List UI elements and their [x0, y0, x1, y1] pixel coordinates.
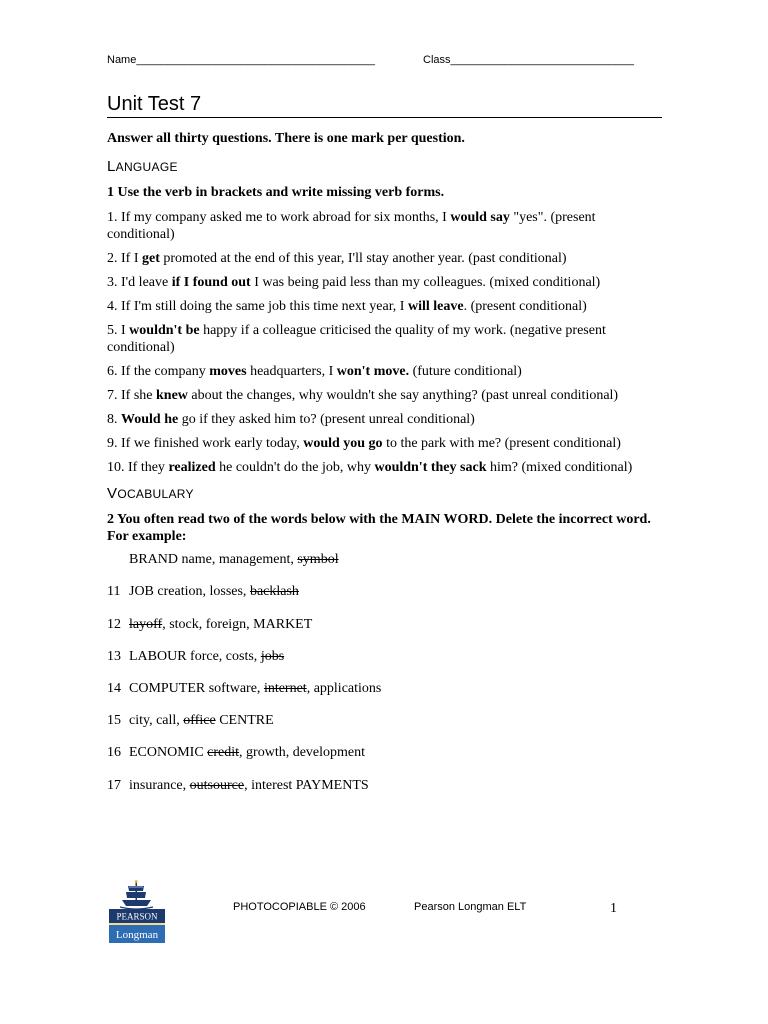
- svg-text:PEARSON: PEARSON: [116, 911, 158, 922]
- vocabulary-heading: VOCABULARY: [107, 485, 194, 502]
- copyright-notice: PHOTOCOPIABLE © 2006: [233, 901, 366, 913]
- language-heading: LANGUAGE: [107, 158, 178, 175]
- vocabulary-task: 2 You often read two of the words below with the MAIN WORD. Delete the incorrect word.: [107, 512, 651, 527]
- question-7: 7. If she knew about the changes, why wouldn't she say anything? (past unreal conditional): [107, 388, 619, 403]
- question-10: 10. If they realized he couldn't do the job, why wouldn't they sack him? (mixed conditional): [107, 460, 633, 475]
- class-field-label: Class______________________________: [423, 54, 635, 66]
- question-9: 9. If we finished work early today, would you go to the park with me? (present conditional): [107, 436, 621, 451]
- question-3: 3. I'd leave if I found out I was being paid less than my colleagues. (mixed conditional): [107, 275, 601, 290]
- page-title: Unit Test 7: [107, 92, 662, 118]
- instructions: Answer all thirty questions. There is one mark per question.: [107, 131, 465, 146]
- ship-icon: [109, 880, 165, 943]
- pearson-longman-logo: [109, 880, 165, 943]
- vocab-item-15: city, call, office CENTRE: [129, 713, 274, 728]
- name-field-label: Name_______________________________________: [107, 54, 375, 66]
- vocab-number-14: 14: [107, 681, 121, 696]
- question-6: 6. If the company moves headquarters, I won't move. (future conditional): [107, 364, 522, 379]
- vocab-number-12: 12: [107, 617, 121, 632]
- publisher-name: Pearson Longman ELT: [414, 901, 527, 913]
- svg-text:Longman: Longman: [115, 929, 159, 941]
- vocab-item-12: layoff, stock, foreign, MARKET: [129, 617, 313, 632]
- question-1: 1. If my company asked me to work abroad for six months, I would say "yes". (present conditional): [107, 210, 596, 242]
- vocab-number-11: 11: [107, 584, 121, 599]
- vocab-number-17: 17: [107, 778, 121, 793]
- vocab-number-16: 16: [107, 745, 121, 760]
- question-8: 8. Would he go if they asked him to? (present unreal conditional): [107, 412, 475, 427]
- vocab-number-13: 13: [107, 649, 121, 664]
- page-number: 1: [610, 901, 617, 916]
- vocab-item-14: COMPUTER software, internet, applications: [129, 681, 382, 696]
- question-2: 2. If I get promoted at the end of this year, I'll stay another year. (past conditional): [107, 251, 567, 266]
- vocabulary-example: BRAND name, management, symbol: [129, 552, 339, 567]
- vocabulary-example-label: For example:: [107, 529, 187, 544]
- vocab-item-17: insurance, outsource, interest PAYMENTS: [129, 778, 369, 793]
- question-5: 5. I wouldn't be happy if a colleague criticised the quality of my work. (negative present conditional): [107, 323, 606, 355]
- question-4: 4. If I'm still doing the same job this time next year, I will leave. (present conditional): [107, 299, 587, 314]
- language-task: 1 Use the verb in brackets and write missing verb forms.: [107, 185, 445, 200]
- vocab-number-15: 15: [107, 713, 121, 728]
- vocab-item-13: LABOUR force, costs, jobs: [129, 649, 285, 664]
- vocab-item-11: JOB creation, losses, backlash: [129, 584, 299, 599]
- vocab-item-16: ECONOMIC credit, growth, development: [129, 745, 366, 760]
